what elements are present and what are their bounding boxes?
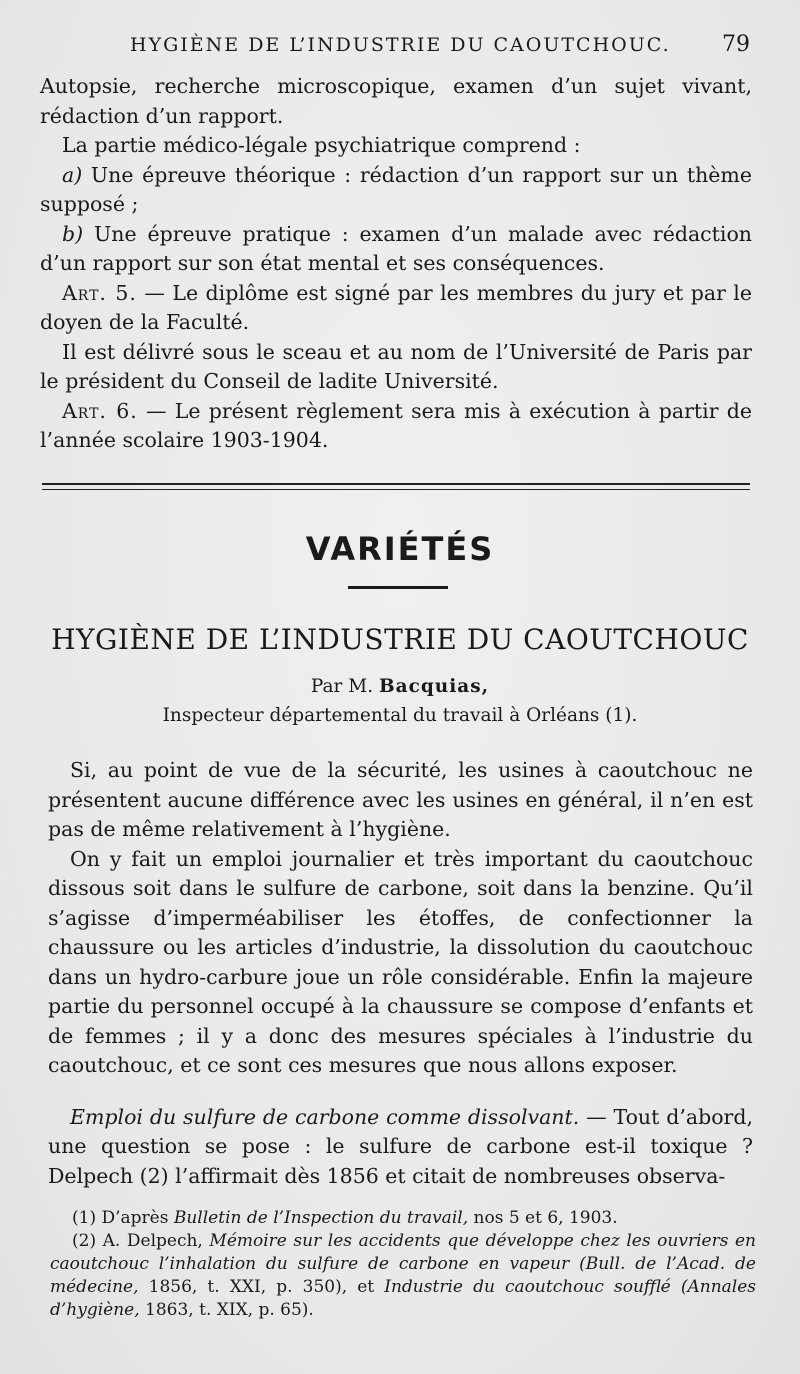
footnotes [50,1207,756,1322]
article-paragraph-2: On y fait un emploi journalier et très important du caoutchouc dissous soit dans le sulfure de carbone, soit dans la benzine. Qu’il s’agisse d’imperméabiliser les étoffes, de confectionner la chaussure ou les articles d’industrie, la dissolution du caoutchouc dans un hydro-carbure joue un rôle considérable. Enfin la majeure partie du personnel occupé à la chaussure se compose d’enfants et de femmes ; il y a donc des mesures spéciales à l’industrie du caoutchouc, et ce sont ces mesures que nous allons exposer. [48,846,753,1077]
article-title: HYGIÈNE DE L’INDUSTRIE DU CAOUTCHOUC [51,623,749,656]
paragraph-psychiatrique: La partie médico-légale psychiatrique comprend : [62,133,581,157]
footnote-1: (1) D’après Bulletin de l’Inspection du travail, nos 5 et 6, 1903. [72,1208,618,1228]
paragraph-epreuve-theorique: a) Une épreuve théorique : rédaction d’un rapport sur un thème supposé ; [40,162,752,216]
paragraph-delivre: Il est délivré sous le sceau et au nom de l’Université de Paris par le président du Conseil de ladite Université. [40,339,752,393]
article-5-label: Art. 5. [62,280,137,305]
paragraph-article-5: Art. 5. — Le diplôme est signé par les membres du jury et par le doyen de la Faculté. [40,280,752,334]
footnote-2: (2) A. Delpech, Mémoire sur les accidents que développe chez les ouvriers en caoutchouc l’inhalation du sulfure de carbone en vapeur (Bull. de l’Acad. de médecine, 1856, t. XXI, p. 350), et Industrie du caoutchouc soufflé (Annales d’hygiène, 1863, t. XIX, p. 65). [50,1231,757,1320]
author-name: Bacquias, [378,676,490,697]
paragraph-autopsie: Autopsie, recherche microscopique, examen d’un sujet vivant, rédaction d’un rapport. [40,74,752,128]
running-head: HYGIÈNE DE L’INDUSTRIE DU CAOUTCHOUC. [130,34,671,56]
regulation-text [40,72,752,456]
list-marker-a: a) [62,162,83,187]
author-line: Par M. Bacquias, [310,676,490,697]
author-role: Inspecteur départemental du travail à Orléans (1). [162,705,638,726]
paragraph-epreuve-pratique: b) Une épreuve pratique : examen d’un malade avec rédaction d’un rapport sur son état mental et ses conséquences. [40,221,752,275]
article-paragraph-3: Emploi du sulfure de carbone comme dissolvant. — Tout d’abord, une question se pose : le sulfure de carbone est-il toxique ? Delpech (2) l’affirmait dès 1856 et citait de nombreuses observa- [48,1104,753,1188]
paragraph-article-6: Art. 6. — Le présent règlement sera mis à exécution à partir de l’année scolaire 1903-1904. [40,398,753,452]
article-6-label: Art. 6. [62,398,138,423]
article-byline [0,672,800,730]
article-body [48,756,753,1191]
title-rule [348,586,448,589]
section-divider-bottom [42,489,750,490]
article-paragraph-1: Si, au point de vue de la sécurité, les usines à caoutchouc ne présentent aucune différence avec les usines en général, il n’en est pas de même relativement à l’hygiène. [48,758,753,841]
section-divider-top [42,483,750,485]
list-marker-b: b) [62,221,84,246]
page-number: 79 [722,32,750,57]
section-title: VARIÉTÉS [305,530,495,568]
subsection-heading: Emploi du sulfure de carbone comme dissolvant. [70,1104,580,1129]
page-header [130,34,750,64]
